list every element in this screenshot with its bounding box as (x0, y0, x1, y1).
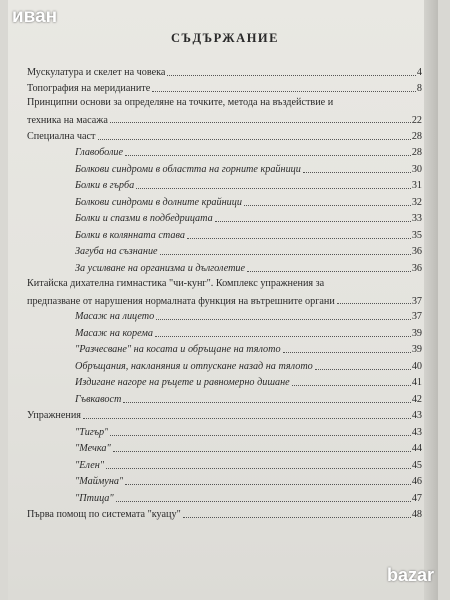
leader-dots (167, 75, 415, 76)
entry-page: 46 (411, 476, 422, 487)
entry-page: 36 (411, 262, 422, 274)
entry-label: предпазване от нарушения нормалната функция на вътрешните органи (27, 295, 335, 307)
entry-label: Специална част (27, 130, 96, 142)
leader-dots (125, 155, 411, 156)
toc-entry-gymnastics-cont (27, 291, 422, 307)
toc-subentry (27, 209, 422, 226)
leader-dots (125, 484, 411, 485)
entry-page: 39 (411, 327, 422, 339)
entry-label: "Тигър" (75, 426, 109, 438)
leader-dots (247, 271, 411, 272)
leader-dots (183, 517, 411, 518)
leader-dots (110, 122, 411, 123)
entry-page: 41 (411, 377, 422, 388)
entry-page: 28 (411, 130, 422, 142)
entry-page: 42 (411, 393, 422, 405)
leader-dots (123, 402, 410, 403)
toc-subentry (27, 488, 422, 505)
entry-page: 48 (411, 509, 422, 520)
entry-label: "Птица" (75, 492, 114, 504)
toc-entry (27, 79, 422, 96)
entry-page: 37 (411, 311, 422, 322)
leader-dots (315, 369, 411, 370)
leader-dots (156, 319, 411, 320)
leader-dots (215, 221, 411, 222)
entry-page: 33 (411, 213, 422, 224)
toc-subentry (27, 225, 422, 242)
toc-subentry (27, 455, 422, 472)
entry-page: 45 (411, 459, 422, 471)
entry-label: Издигане нагоре на ръцете и равномерно дишане (75, 377, 290, 388)
leader-dots (244, 205, 411, 206)
leader-dots (98, 139, 411, 140)
toc-subentry (27, 340, 422, 357)
entry-page: 30 (411, 163, 422, 175)
toc-subentry (27, 258, 422, 275)
leader-dots (337, 303, 411, 304)
toc-subentry (27, 472, 422, 489)
toc-entry-principles: Принципни основи за определяне на точките, метода на въздействие и (27, 97, 334, 108)
bazar-logo (387, 565, 434, 586)
leader-dots (187, 238, 411, 239)
entry-label: "Маймуна" (75, 476, 124, 487)
page-edge-shadow (424, 0, 438, 600)
entry-page: 32 (411, 196, 422, 208)
entry-page: 28 (411, 147, 422, 158)
entry-page: 36 (411, 246, 422, 257)
entry-page: 37 (411, 295, 422, 307)
leader-dots (110, 435, 410, 436)
toc-entry (27, 62, 422, 79)
entry-page: 31 (411, 180, 422, 191)
entry-label: Болки и спазми в подбедрицата (75, 213, 213, 224)
leader-dots (292, 385, 411, 386)
entry-label: Масаж на корема (75, 327, 153, 339)
entry-label: "Разчесване" на косата и обръщане на тялото (75, 344, 281, 355)
entry-label: Болкови синдроми в областта на горните крайници (75, 163, 301, 175)
entry-page: 47 (411, 492, 422, 504)
toc-subentry (27, 143, 422, 160)
leader-dots (283, 352, 411, 353)
entry-page: 43 (411, 426, 422, 438)
entry-label: Болки в гърба (75, 180, 135, 191)
toc-subentry (27, 439, 422, 456)
entry-label: "Мечка" (75, 443, 111, 454)
entry-label: Мускулатура и скелет на човека (27, 66, 166, 78)
entry-label: техника на масажа (27, 115, 108, 126)
entry-label: Болки в колянната става (75, 229, 185, 241)
entry-page: 44 (411, 443, 422, 454)
entry-page: 35 (411, 229, 422, 241)
leader-dots (113, 451, 411, 452)
entry-label: Обръщания, накланяния и отпускане назад на тялото (75, 360, 313, 372)
entry-page: 8 (416, 83, 422, 94)
entry-label: Загуба на съзнание (75, 246, 158, 257)
toc-subentry (27, 356, 422, 373)
entry-label: Упражнения (27, 410, 81, 421)
entry-label: Гъвкавост (75, 393, 122, 405)
toc-subentry (27, 373, 422, 390)
entry-page: 40 (411, 360, 422, 372)
leader-dots (155, 336, 411, 337)
entry-page: 39 (411, 344, 422, 355)
toc-entry-exercises (27, 406, 422, 423)
leader-dots (303, 172, 411, 173)
seller-watermark: иван (12, 6, 58, 27)
toc-subentry (27, 242, 422, 259)
entry-page: 4 (416, 66, 422, 78)
entry-label: За усилване на организма и дълголетие (75, 262, 246, 274)
logo-text: bazar (386, 565, 434, 585)
leader-dots (116, 501, 411, 502)
toc-subentry (27, 159, 422, 176)
entry-label: "Елен" (75, 459, 105, 471)
leader-dots (152, 91, 416, 92)
entry-label: Масаж на лицето (75, 311, 155, 322)
toc-entry-special (27, 126, 422, 143)
entry-label: Болкови синдроми в долните крайници (75, 196, 242, 208)
entry-label: Първа помощ по системата "куацу" (27, 509, 181, 520)
toc-subentry (27, 192, 422, 209)
entry-label: Главоболие (75, 147, 124, 158)
page-title: СЪДЪРЖАНИЕ (171, 31, 279, 45)
table-of-contents (27, 62, 422, 521)
entry-page: 22 (411, 115, 422, 126)
leader-dots (106, 468, 411, 469)
toc-subentry (27, 307, 422, 324)
toc-subentry (27, 422, 422, 439)
toc-entry-principles-cont (27, 110, 422, 126)
toc-subentry (27, 389, 422, 406)
leader-dots (160, 254, 411, 255)
entry-page: 43 (411, 410, 422, 421)
toc-subentry (27, 176, 422, 193)
toc-subentry (27, 323, 422, 340)
toc-entry-gymnastics: Китайска дихателна гимнастика "чи-кунг". Комплекс упражнения за (27, 277, 325, 289)
toc-entry-first-aid (27, 505, 422, 522)
entry-label: Топография на меридианите (27, 83, 151, 94)
leader-dots (83, 418, 411, 419)
leader-dots (136, 188, 411, 189)
